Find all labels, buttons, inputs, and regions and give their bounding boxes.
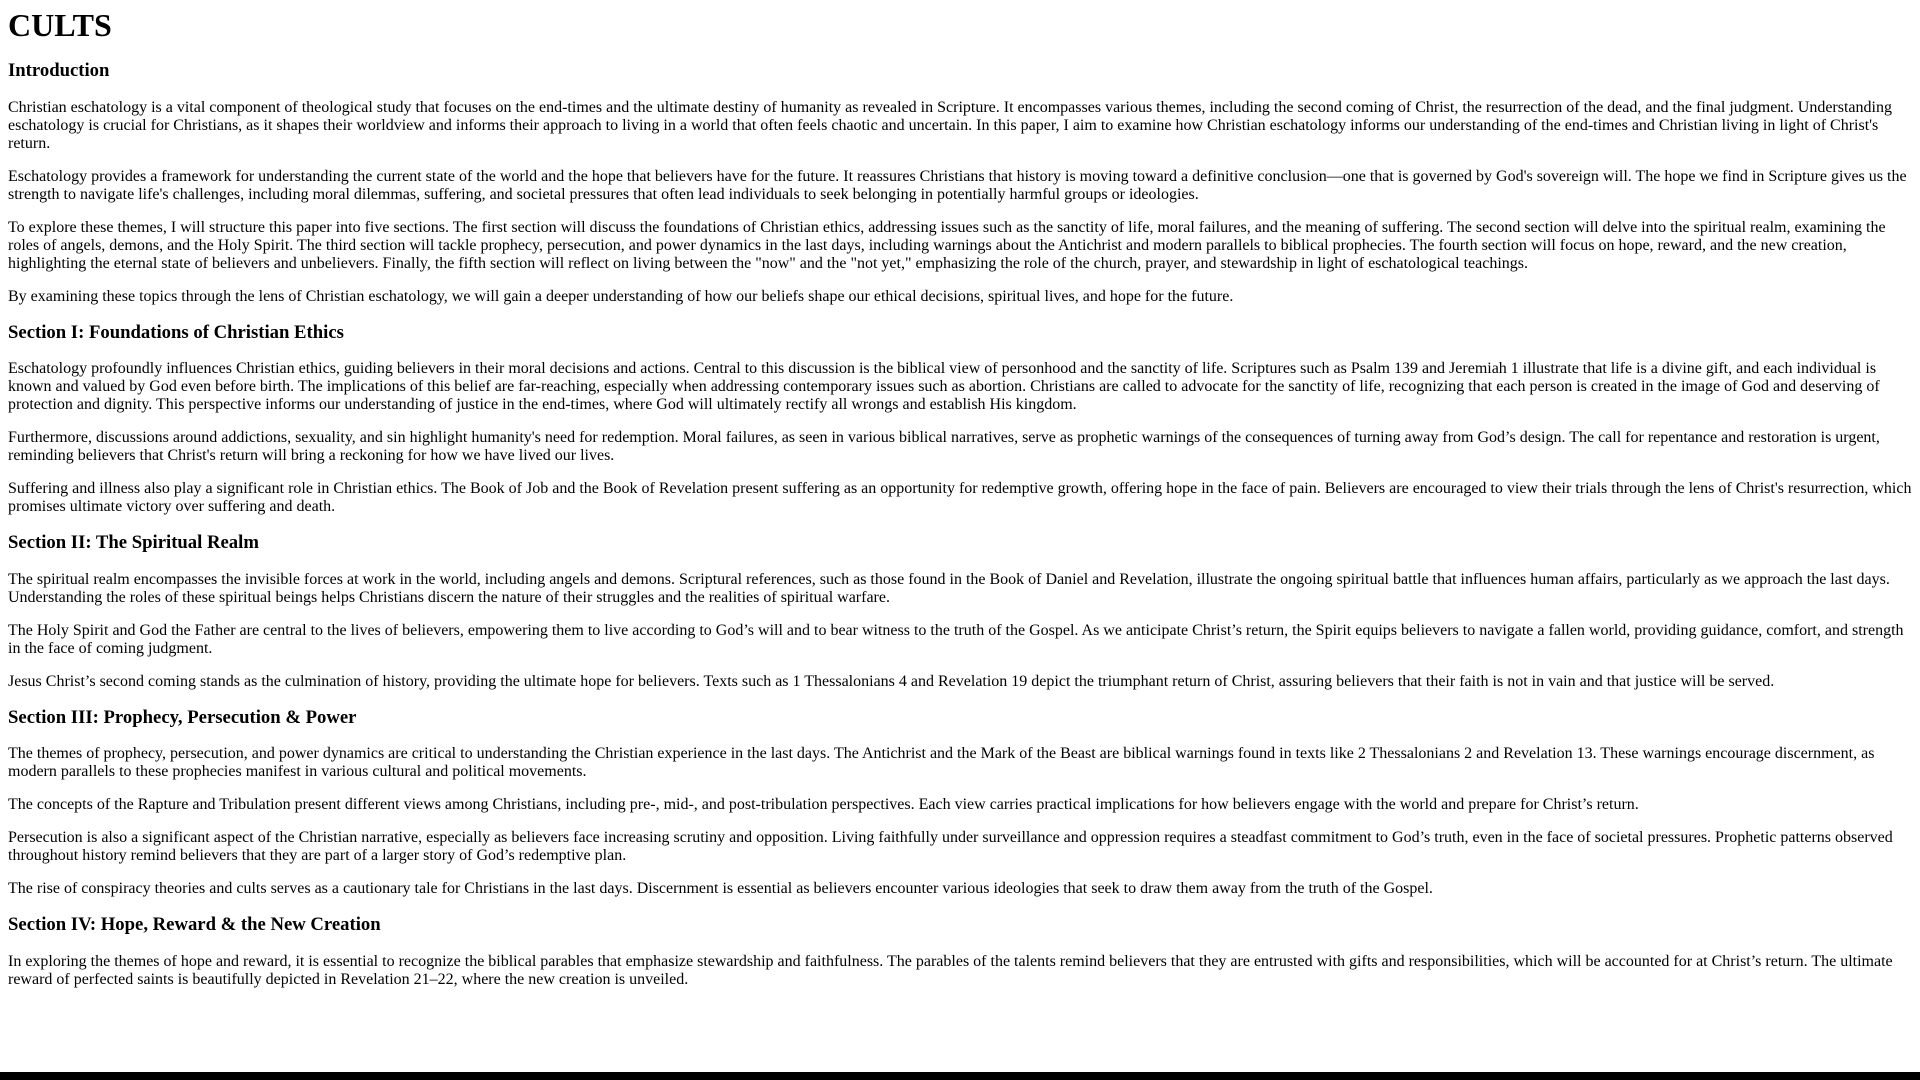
paragraph: To explore these themes, I will structure this paper into five sections. The first section will discuss the foundations of Christian ethics, addressing issues such as the sanctity of life, moral failures, and the meaning of suffering. The second section will delve into the spiritual realm, examining the roles of angels, demons, and the Holy Spirit. The third section will tackle prophecy, persecution, and power dynamics in the last days, including warnings about the Antichrist and modern parallels to biblical prophecies. The fourth section will focus on hope, reward, and the new creation, highlighting the eternal state of believers and unbelievers. Finally, the fifth section will reflect on living between the "now" and the "not yet," emphasizing the role of the church, prayer, and stewardship in light of eschatological teachings. <box>8 218 1886 272</box>
paragraph: The themes of prophecy, persecution, and power dynamics are critical to understanding the Christian experience in the last days. The Antichrist and the Mark of the Beast are biblical warnings found in texts like 2 Thessalonians 2 and Revelation 13. These warnings encourage discernment, as modern parallels to these prophecies manifest in various cultural and political movements. <box>8 745 1875 781</box>
paragraph: Eschatology profoundly influences Christian ethics, guiding believers in their moral decisions and actions. Central to this discussion is the biblical view of personhood and the sanctity of life. Scriptures such as Psalm 139 and Jeremiah 1 illustrate that life is a divine gift, and each individual is known and valued by God even before birth. The implications of this belief are far-reaching, especially when addressing contemporary issues such as abortion. Christians are called to advocate for the sanctity of life, recognizing that each person is created in the image of God and deserving of protection and dignity. This perspective informs our understanding of justice in the end-times, where God will ultimately rectify all wrongs and establish His kingdom. <box>8 360 1880 414</box>
paragraph: By examining these topics through the lens of Christian eschatology, we will gain a deeper understanding of how our beliefs shape our ethical decisions, spiritual lives, and hope for the future. <box>8 287 1234 305</box>
section-heading-1: Section I: Foundations of Christian Ethics <box>8 321 344 343</box>
window-bottom-edge <box>0 1072 1920 1080</box>
section-heading-2: Section II: The Spiritual Realm <box>8 532 259 554</box>
paragraph: Eschatology provides a framework for understanding the current state of the world and the hope that believers have for the future. It reassures Christians that history is moving toward a definitive conclusion—one that is governed by God's sovereign will. The hope we find in Scripture gives us the strength to navigate life's challenges, including moral dilemmas, suffering, and societal pressures that often lead individuals to seek belonging in potentially harmful groups or ideologies. <box>8 167 1907 203</box>
paragraph: In exploring the themes of hope and reward, it is essential to recognize the biblical parables that emphasize stewardship and faithfulness. The parables of the talents remind believers that they are entrusted with gifts and responsibilities, which will be accounted for at Christ’s return. The ultimate reward of perfected saints is beautifully depicted in Revelation 21–22, where the new creation is unveiled. <box>8 953 1893 988</box>
paragraph: Suffering and illness also play a significant role in Christian ethics. The Book of Job and the Book of Revelation present suffering as an opportunity for redemptive growth, offering hope in the face of pain. Believers are encouraged to view their trials through the lens of Christ's resurrection, which promises ultimate victory over suffering and death. <box>8 480 1912 516</box>
paragraph: The Holy Spirit and God the Father are central to the lives of believers, empowering them to live according to God’s will and to bear witness to the truth of the Gospel. As we anticipate Christ’s return, the Spirit equips believers to navigate a fallen world, providing guidance, comfort, and strength in the face of coming judgment. <box>8 621 1904 657</box>
section-heading-4: Section IV: Hope, Reward & the New Creation <box>8 914 381 936</box>
paragraph: The spiritual realm encompasses the invisible forces at work in the world, including angels and demons. Scriptural references, such as those found in the Book of Daniel and Revelation, illustrate the ongoing spiritual battle that influences human affairs, particularly as we approach the last days. Understanding the roles of these spiritual beings helps Christians discern the nature of their struggles and the realities of spiritual warfare. <box>8 570 1890 606</box>
paragraph: Furthermore, discussions around addictions, sexuality, and sin highlight humanity's need for redemption. Moral failures, as seen in various biblical narratives, serve as prophetic warnings of the consequences of turning away from God’s design. The call for repentance and restoration is urgent, reminding believers that Christ's return will bring a reckoning for how we have lived our lives. <box>8 429 1880 465</box>
document-page <box>8 8 1912 989</box>
paragraph: The concepts of the Rapture and Tribulation present different views among Christians, including pre-, mid-, and post-tribulation perspectives. Each view carries practical implications for how believers engage with the world and prepare for Christ’s return. <box>8 796 1639 814</box>
section-heading-introduction: Introduction <box>8 60 110 82</box>
paragraph: Jesus Christ’s second coming stands as the culmination of history, providing the ultimate hope for believers. Texts such as 1 Thessalonians 4 and Revelation 19 depict the triumphant return of Christ, assuring believers that their faith is not in vain and that justice will be served. <box>8 672 1775 690</box>
section-heading-3: Section III: Prophecy, Persecution & Power <box>8 706 357 728</box>
page-title: CULTS <box>8 7 112 43</box>
paragraph: Christian eschatology is a vital component of theological study that focuses on the end-times and the ultimate destiny of humanity as revealed in Scripture. It encompasses various themes, including the second coming of Christ, the resurrection of the dead, and the final judgment. Understanding eschatology is crucial for Christians, as it shapes their worldview and informs their approach to living in a world that often feels chaotic and uncertain. In this paper, I aim to examine how Christian eschatology informs our understanding of the end-times and Christian living in light of Christ's return. <box>8 98 1892 152</box>
paragraph: Persecution is also a significant aspect of the Christian narrative, especially as believers face increasing scrutiny and opposition. Living faithfully under surveillance and oppression requires a steadfast commitment to God’s truth, even in the face of societal pressures. Prophetic patterns observed throughout history remind believers that they are part of a larger story of God’s redemptive plan. <box>8 829 1893 865</box>
paragraph: The rise of conspiracy theories and cults serves as a cautionary tale for Christians in the last days. Discernment is essential as believers encounter various ideologies that seek to draw them away from the truth of the Gospel. <box>8 880 1433 898</box>
